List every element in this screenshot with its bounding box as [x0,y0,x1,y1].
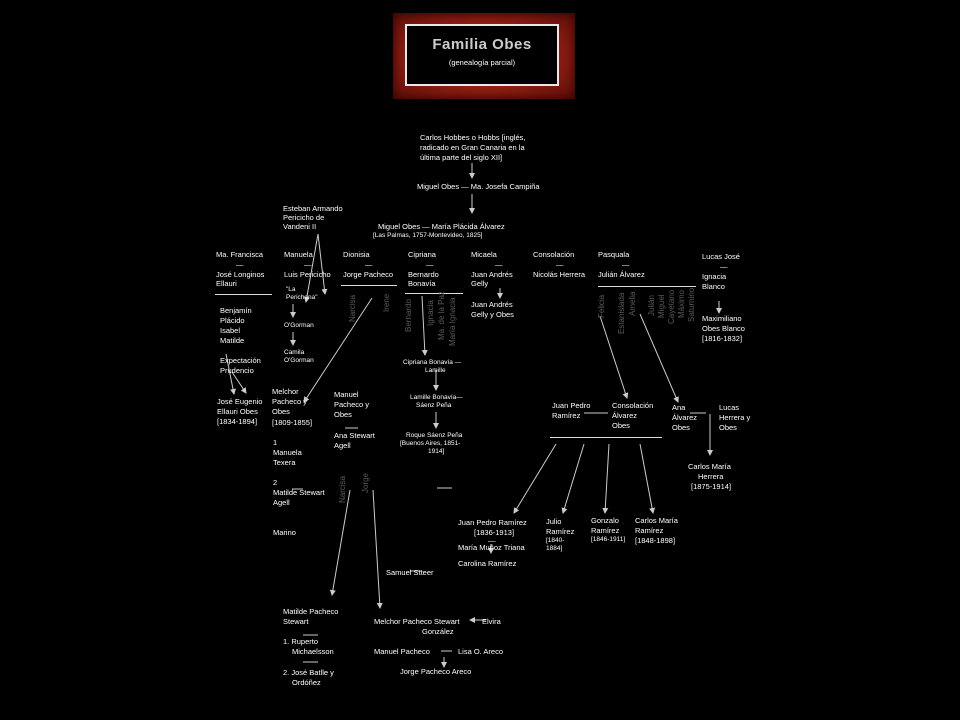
person: Lamille Bonavía— [410,394,463,401]
person: Manuela [273,448,302,457]
person: Álvarez [672,413,698,422]
dates: [1834-1894] [217,417,258,426]
person: Juan Andrés [471,300,513,309]
edge-irene-melchor [304,298,372,402]
person: Cipriana Bonavía — [403,359,462,366]
person: Melchor Pacheco Stewart [374,617,460,626]
person: 1. Ruperto [283,637,319,646]
vertical-name: Miguel [657,294,666,318]
divider [550,437,662,438]
ancestor: última parte del siglo XII] [420,153,503,162]
person: Agell [273,498,290,507]
vertical-name: Narcisa [348,294,357,322]
child: Micaela [471,250,497,259]
page-title: Familia Obes [432,36,532,53]
person: Ana [672,403,686,412]
person: Gelly y Obes [471,310,514,319]
spouse: José Longinos [216,270,265,279]
person: Roque Sáenz Peña [406,432,463,439]
person: Lamille [425,367,446,374]
person: Julio [546,517,562,526]
vertical-name: Estanislada [617,292,626,334]
person: Michaelsson [292,647,334,656]
person: Isabel [220,326,241,335]
person: O'Gorman [284,322,314,329]
person: Marino [273,528,296,537]
spouse: Ellauri [216,279,237,288]
person: Elvira [482,617,501,626]
person: Juan Pedro Ramírez [458,518,527,527]
person: Obes [672,423,690,432]
marriage-dash: — [495,260,503,269]
child: Cipriana [408,250,436,259]
ancestor: Carlos Hobbes o Hobbs [inglés, [420,133,526,142]
marriage-dash: — [365,260,373,269]
couple: Miguel Obes — María Plácida Álvarez [378,222,505,231]
marriage-dash: — [304,260,312,269]
ancestor: radicado en Gran Canaria en la [420,143,525,152]
child: Manuela [284,250,313,259]
child: Consolación [533,250,575,259]
person: José Eugenio [217,397,263,406]
person: Álvarez [612,411,638,420]
divider [341,285,397,286]
person: Ellauri Obes [217,407,258,416]
person: Prudencio [220,366,254,375]
vertical-name: Ma. de la Paz [437,291,446,340]
person: Manuel Pacheco [374,647,430,656]
person: Agell [334,441,351,450]
marriage-dash: — [622,260,630,269]
person: Herrera y [719,413,751,422]
vertical-name: María Ignacia [448,297,457,346]
marriage-dash: — [488,536,496,545]
divider [598,286,696,287]
person: Matilde [220,336,245,345]
dates: 1884] [546,545,563,552]
person: Lisa O. Areco [458,647,504,656]
page-subtitle: (genealogía parcial) [448,58,516,67]
person: Esteban Armando [283,204,343,213]
person: Ordóñez [292,678,321,687]
person: Vandeni II [283,222,317,231]
person: Lucas [719,403,740,412]
person: Obes [719,423,737,432]
person: Herrera [698,472,724,481]
person: Manuel [334,390,359,399]
spouse: Nicolás Herrera [533,270,586,279]
person: Carolina Ramírez [458,559,517,568]
person: Obes Blanco [702,324,745,333]
vertical-name: Julián [647,295,656,316]
person: Consolación [612,401,654,410]
spouse: Julián Álvarez [598,270,645,279]
dates: [Buenos Aires, 1851- [400,440,461,447]
vertical-name: Felicia [597,294,606,318]
person: Ramírez [552,411,581,420]
edge-ramirez-4 [640,444,653,513]
dates: [Las Palmas, 1757-Montevideo, 1825] [373,232,483,239]
person: "La [286,286,296,293]
person: 2. José Batlle y [283,668,334,677]
person: Samuel Stteer [386,568,434,577]
dates: [1848-1898] [635,536,676,545]
vertical-name: Amelia [628,291,637,316]
person: Ramírez [591,526,620,535]
person: Gonzalo [591,516,619,525]
number: 1 [273,438,278,447]
spouse: Jorge Pacheco [343,270,394,279]
spouse: Luis Pericicho [284,270,331,279]
person: Ana Stewart [334,431,375,440]
dates: [1846-1911] [591,536,626,543]
couple: Miguel Obes — Ma. Josefa Campiña [417,182,540,191]
person: Texera [273,458,296,467]
person: Carlos María [635,516,678,525]
person: Carlos María [688,462,731,471]
person: Expectación [220,356,261,365]
divider [215,294,272,295]
vertical-name: Jorge [361,472,370,493]
person: Obes [334,410,352,419]
person: Pericicho de [283,213,325,222]
dates: [1836-1913] [474,528,515,537]
person: María Muñoz Triana [458,543,525,552]
person: Stewart [283,617,309,626]
person: Pacheco y [334,400,370,409]
person: Melchor [272,387,299,396]
child: Lucas José [702,252,740,261]
dates: [1816-1832] [702,334,743,343]
person: Matilde Pacheco [283,607,339,616]
dates: [1875-1914] [691,482,732,491]
person: Juan Pedro [552,401,591,410]
edge-bernardo [422,296,425,355]
vertical-name: Saturnino [687,287,696,322]
person: Jorge Pacheco Areco [400,667,472,676]
vertical-name: Irene [382,293,391,312]
person: Ramírez [635,526,664,535]
person: Perichona" [286,294,318,301]
edge-ramirez-1 [514,444,556,513]
vertical-name: Narcisa [338,475,347,503]
divider [405,293,463,294]
person: O'Gorman [284,357,314,364]
person: Obes [612,421,630,430]
person: Ramírez [546,527,575,536]
child: Pasquala [598,250,630,259]
edge-ramirez-2 [563,444,584,513]
edge-esteban-2 [318,234,325,294]
marriage-dash: — [556,260,564,269]
edge-ramirez-3 [605,444,609,513]
number: 2 [273,478,278,487]
spouse: Bonavía [408,279,436,288]
child: Dionisia [343,250,370,259]
vertical-name: Cayetano [667,289,676,324]
spouse: Juan Andrés [471,270,513,279]
dates: 1914] [428,448,445,455]
edge-jorge [373,490,380,608]
spouse: Blanco [702,282,725,291]
edge-amelia [640,314,678,402]
spouse: Gelly [471,279,489,288]
spouse: Ignacia [702,272,727,281]
vertical-name: Bernardo [404,299,413,332]
person: Camila [284,349,305,356]
person: Maximiliano [702,314,742,323]
vertical-name: Ignacia [426,300,435,326]
person: Obes [272,407,290,416]
person: Plácido [220,316,245,325]
person: Matilde Stewart [273,488,325,497]
edge-narcisa [332,490,350,595]
person: Sáenz Peña [416,402,452,409]
person: Pacheco y [272,397,308,406]
dates: [1840- [546,537,565,544]
person: Benjamín [220,306,252,315]
marriage-dash: — [236,260,244,269]
marriage-dash: — [426,260,434,269]
person: González [422,627,454,636]
vertical-name: Máximo [677,289,686,318]
spouse: Bernardo [408,270,439,279]
dates: [1809-1855] [272,418,313,427]
child: Ma. Francisca [216,250,264,259]
marriage-dash: — [720,262,728,271]
